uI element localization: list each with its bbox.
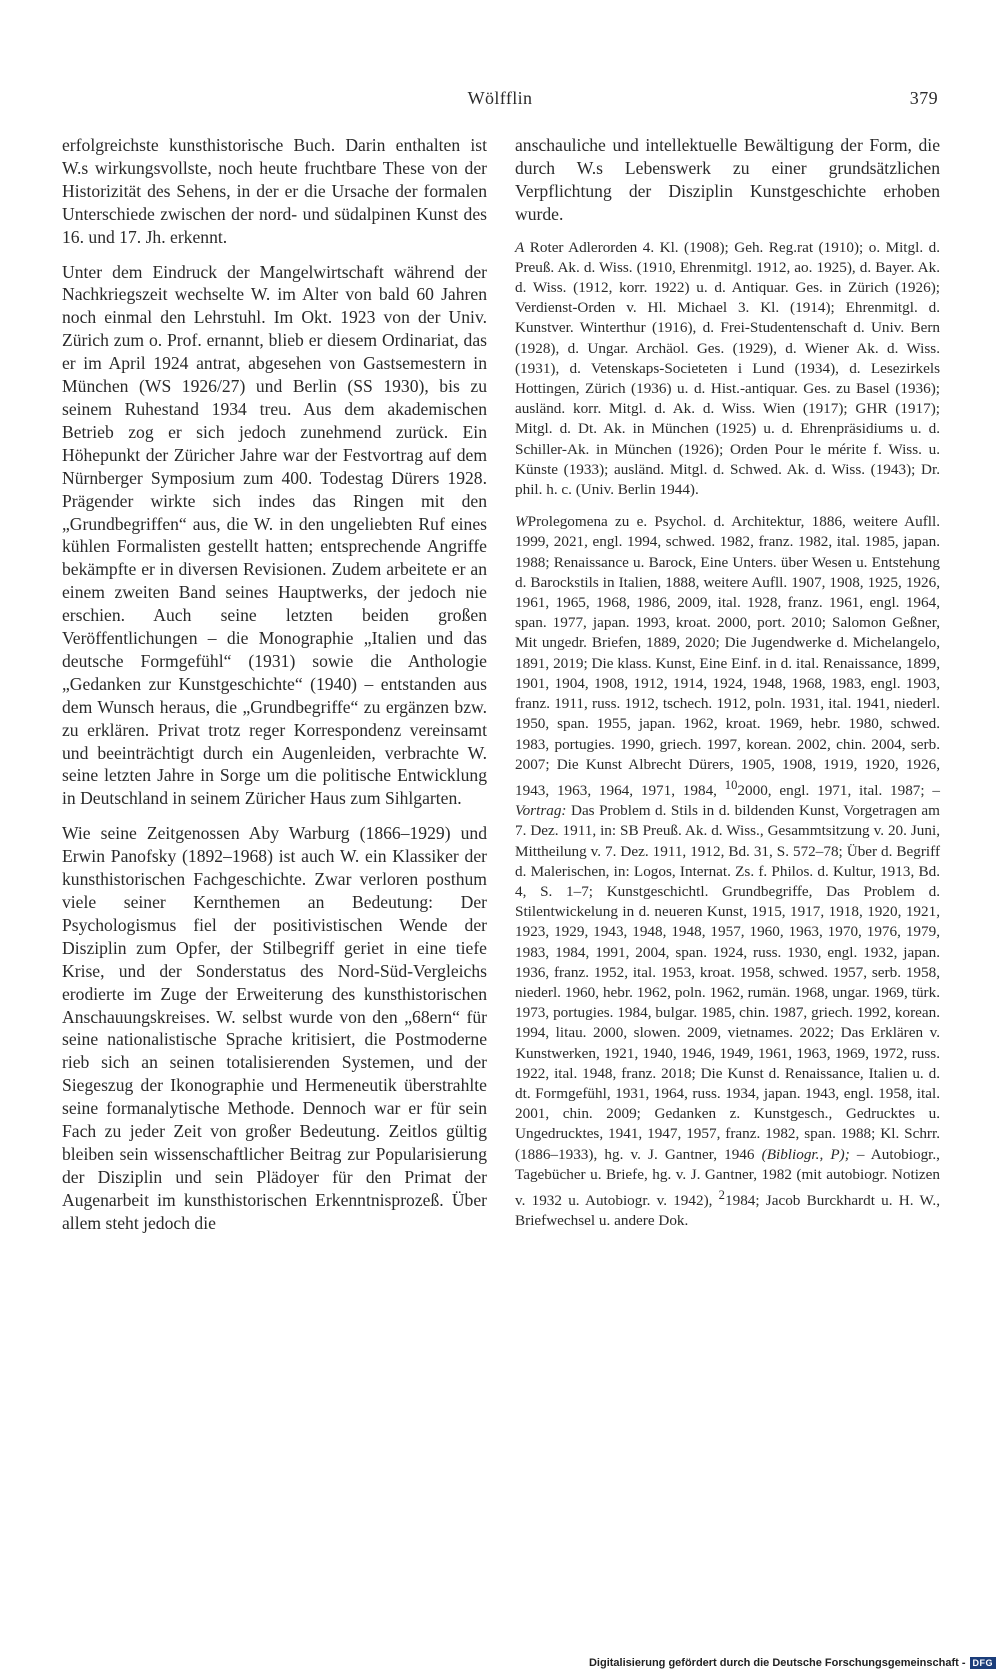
works-text: 1984; Jacob Burckhardt u. H. W., Briefwechsel u. andere Dok. (515, 1192, 940, 1230)
works-text: – Autobiogr., Tagebücher u. Briefe, hg. v. J. Gantner, 1982 (mit autobiogr. Notizen v. 1932 u. Autobiogr. v. 1942), (515, 1145, 940, 1210)
works-text: Prolegomena zu e. Psychol. d. Architektur, 1886, weitere Aufll. 1999, 2021, engl. 1994, schwed. 1982, franz. 1982, ital. 1985, japan. 1988; Renaissance u. Barock, Eine Unters. über Wesen u. Entstehung d. Barockstils in Italien, 1888, weitere Aufll. 1907, 1908, 1925, 1926, 1961, 1965, 1968, 1986, 2009, ital. 1928, franz. 1961, engl. 1964, span. 1977, japan. 1993, kroat. 2000, port. 2010; Salomon Geßner, Mit ungedr. Briefen, 1889, 2020; Die Jugendwerke d. Michelangelo, 1891, 2019; Die klass. Kunst, Eine Einf. in d. ital. Renaissance, 1899, 1901, 1904, 1908, 1912, 1914, 1924, 1948, 1968, 1983, engl. 1903, franz. 1911, russ. 1912, tschech. 1912, poln. 1931, ital. 1941, niederl. 1950, span. 1955, japan. 1962, kroat. 1969, hebr. 1980, schwed. 1983, portugies. 1990, griech. 1997, korean. 2002, chin. 2004, serb. 2007; Die Kunst Albrecht Dürers, 1905, 1908, 1919, 1920, 1926, 1943, 1963, 1964, 1971, 1984, (515, 513, 940, 799)
awards-paragraph (515, 238, 940, 501)
digitization-footer (589, 1653, 996, 1673)
works-italic: Vortrag: (515, 802, 567, 820)
works-superscript: 10 (724, 777, 738, 792)
right-column (515, 134, 940, 1244)
works-text: 2000, engl. 1971, ital. 1987; – (737, 781, 940, 799)
page-number: 379 (909, 88, 938, 108)
awards-text: Roter Adlerorden 4. Kl. (1908); Geh. Reg.rat (1910); o. Mitgl. d. Preuß. Ak. d. Wiss. (1910, Ehrenmitgl. 1912, ao. 1925), d. Bayer. Ak. d. Wiss. (1912, korr. 1922) u. d. Antiquar. Ges. in Zürich (1926); Verdienst-Orden v. Hl. Michael 3. Kl. (1914); Ehrenmitgl. d. Kunstver. Winterthur (1916), d. Frei-Studentenschaft d. Univ. Bern (1928), d. Ungar. Archäol. Ges. (1929), d. Wiener Ak. d. Wiss. (1931), d. Vetenskaps-Societeten i Lund (1934), d. Lesezirkels Hottingen, Zürich (1936) u. d. Hist.-antiquar. Ges. zu Basel (1936); ausländ. korr. Mitgl. d. Ak. d. Wiss. Wien (1917); GHR (1917); Mitgl. d. Dt. Ak. in München (1925) u. d. Ehrenpräsidiums u. d. Schiller-Ak. in München (1926); Orden Pour le mérite f. Wiss. u. Künste (1933); ausländ. Mitgl. d. Schwed. Ak. d. Wiss. (1943); Dr. phil. h. c. (Univ. Berlin 1944). (515, 238, 940, 499)
works-italic: (Bibliogr., P); (761, 1145, 850, 1163)
awards-marker: A (515, 238, 525, 256)
works-marker: W (515, 513, 528, 531)
paragraph: erfolgreichste kunsthistorische Buch. Darin enthalten ist W.s wirkungsvollste, noch heute fruchtbare These von der Historizität des Sehens, in der er die Ursache der formalen Unterschiede zwischen der nord- und südalpinen Kunst des 16. und 17. Jh. erkennt. (62, 135, 487, 247)
left-column (62, 134, 487, 1247)
works-text: Das Problem d. Stils in d. bildenden Kunst, Vorgetragen am 7. Dez. 1911, in: SB Preuß. Ak. d. Wiss., Gesammtsitzung v. 20. Juni, Mittheilung v. 7. Dez. 1911, 1912, Bd. 31, S. 572–78; Über d. Begriff d. Malerischen, in: Logos, Internat. Zs. f. Philos. d. Kultur, 1913, Bd. 4, S. 1–7; Kunstgeschichtl. Grundbegriffe, Das Problem d. Stilentwickelung in d. neueren Kunst, 1915, 1917, 1918, 1920, 1921, 1923, 1929, 1943, 1948, 1948, 1957, 1960, 1963, 1970, 1976, 1979, 1983, 1984, 1991, 2004, span. 1924, russ. 1930, engl. 1932, japan. 1936, franz. 1952, ital. 1953, kroat. 1958, schwed. 1957, serb. 1958, niederl. 1960, hebr. 1962, poln. 1962, rumän. 1968, ungar. 1969, türk. 1973, portugies. 1984, bulgar. 1985, chin. 1987, griech. 1992, korean. 1994, litau. 2000, slowen. 2009, vietnames. 2022; Das Erklären v. Kunstwerken, 1921, 1940, 1946, 1949, 1961, 1963, 1969, 1972, russ. 1922, ital. 1948, franz. 2018; Die Kunst d. Renaissance, Italien u. d. dt. Formgefühl, 1931, 1964, russ. 1934, japan. 1943, engl. 1958, ital. 2001, chin. 2009; Gedanken z. Kunstgesch., Gedrucktes u. Ungedrucktes, 1941, 1947, 1957, franz. 1982, span. 1988; Kl. Schrr. (1886–1933), hg. v. J. Gantner, 1946 (515, 802, 940, 1163)
works-superscript: 2 (718, 1188, 725, 1203)
paragraph: anschauliche und intellektuelle Bewältigung der Form, die durch W.s Lebenswerk zu einer grundsätzlichen Verpflichtung der Disziplin Kunstgeschichte erhoben wurde. (515, 135, 940, 224)
running-head-title: Wölfflin (467, 88, 533, 108)
works-paragraph (515, 512, 940, 1231)
dfg-logo: DFG (970, 1657, 997, 1669)
running-head (62, 88, 938, 114)
paragraph: Wie seine Zeitgenossen Aby Warburg (1866–1929) und Erwin Panofsky (1892–1968) ist auch W. ein Klassiker der kunsthistorischen Fachgeschichte. Zwar verloren posthum viele seiner Kernthemen an Bedeutung: Der Psychologismus fiel der positivistischen Wende der Disziplin zum Opfer, der Stilbegriff geriet in eine tiefe Krise, und der Sonderstatus des Nord-Süd-Vergleichs erodierte im Zuge der Erweiterung des kunsthistorischen Anschauungskreises. W. selbst wurde von den „68ern“ für seine nationalistische Sprache kritisiert, die Postmoderne rieb sich an seinen totalisierenden Systemen, und der Siegeszug der Ikonographie und Hermeneutik überstrahlte seine formanalytische Methode. Dennoch war er für sein Fach zu jeder Zeit von großer Bedeutung. Zeitlos gültig bleiben sein wissenschaftlicher Beitrag zur Popularisierung der Disziplin und sein Plädoyer für den Primat der Augenarbeit im kunsthistorischen Erkenntnisprozeß. Über allem steht jedoch die (62, 823, 487, 1233)
footer-text: Digitalisierung gefördert durch die Deutsche Forschungsgemeinschaft - (588, 1657, 966, 1669)
paragraph: Unter dem Eindruck der Mangelwirtschaft während der Nachkriegszeit wechselte W. im Alter von bald 60 Jahren noch einmal den Lehrstuhl. Im Okt. 1923 von der Univ. Zürich zum o. Prof. ernannt, blieb er diesem Ordinariat, das er im April 1924 antrat, abgesehen von Gastsemestern in München (WS 1926/27) und Berlin (SS 1930), bis zu seinem Ruhestand 1934 treu. Aus dem akademischen Betrieb zog er sich jedoch zunehmend zurück. Ein Höhepunkt der Züricher Jahre war der Festvortrag auf dem Nürnberger Symposium zum 400. Todestag Dürers 1928. Prägender wirkte sich indes das Ringen mit den „Grundbegriffen“ aus, die W. in den ungeliebten Ruf eines kühlen Formalisten gestellt hatten; entsprechende Angriffe bekämpfte er in diversen Revisionen. Zudem arbeitete er an einem zweiten Band seines Hauptwerks, der jedoch nie erschien. Auch seine letzten beiden großen Veröffentlichungen – die Monographie „Italien und das deutsche Formgefühl“ (1931) sowie die Anthologie „Gedanken zur Kunstgeschichte“ (1940) – entstanden aus dem Wunsch heraus, die „Grundbegriffe“ zu ergänzen bzw. zu erklären. Privat trotz reger Korrespondenz vereinsamt und beeinträchtigt durch ein Augenleiden, verbrachte W. seine letzten Jahre in Sorge um die politische Entwicklung in Deutschland in seinem Züricher Haus zum Sihlgarten. (62, 261, 487, 809)
